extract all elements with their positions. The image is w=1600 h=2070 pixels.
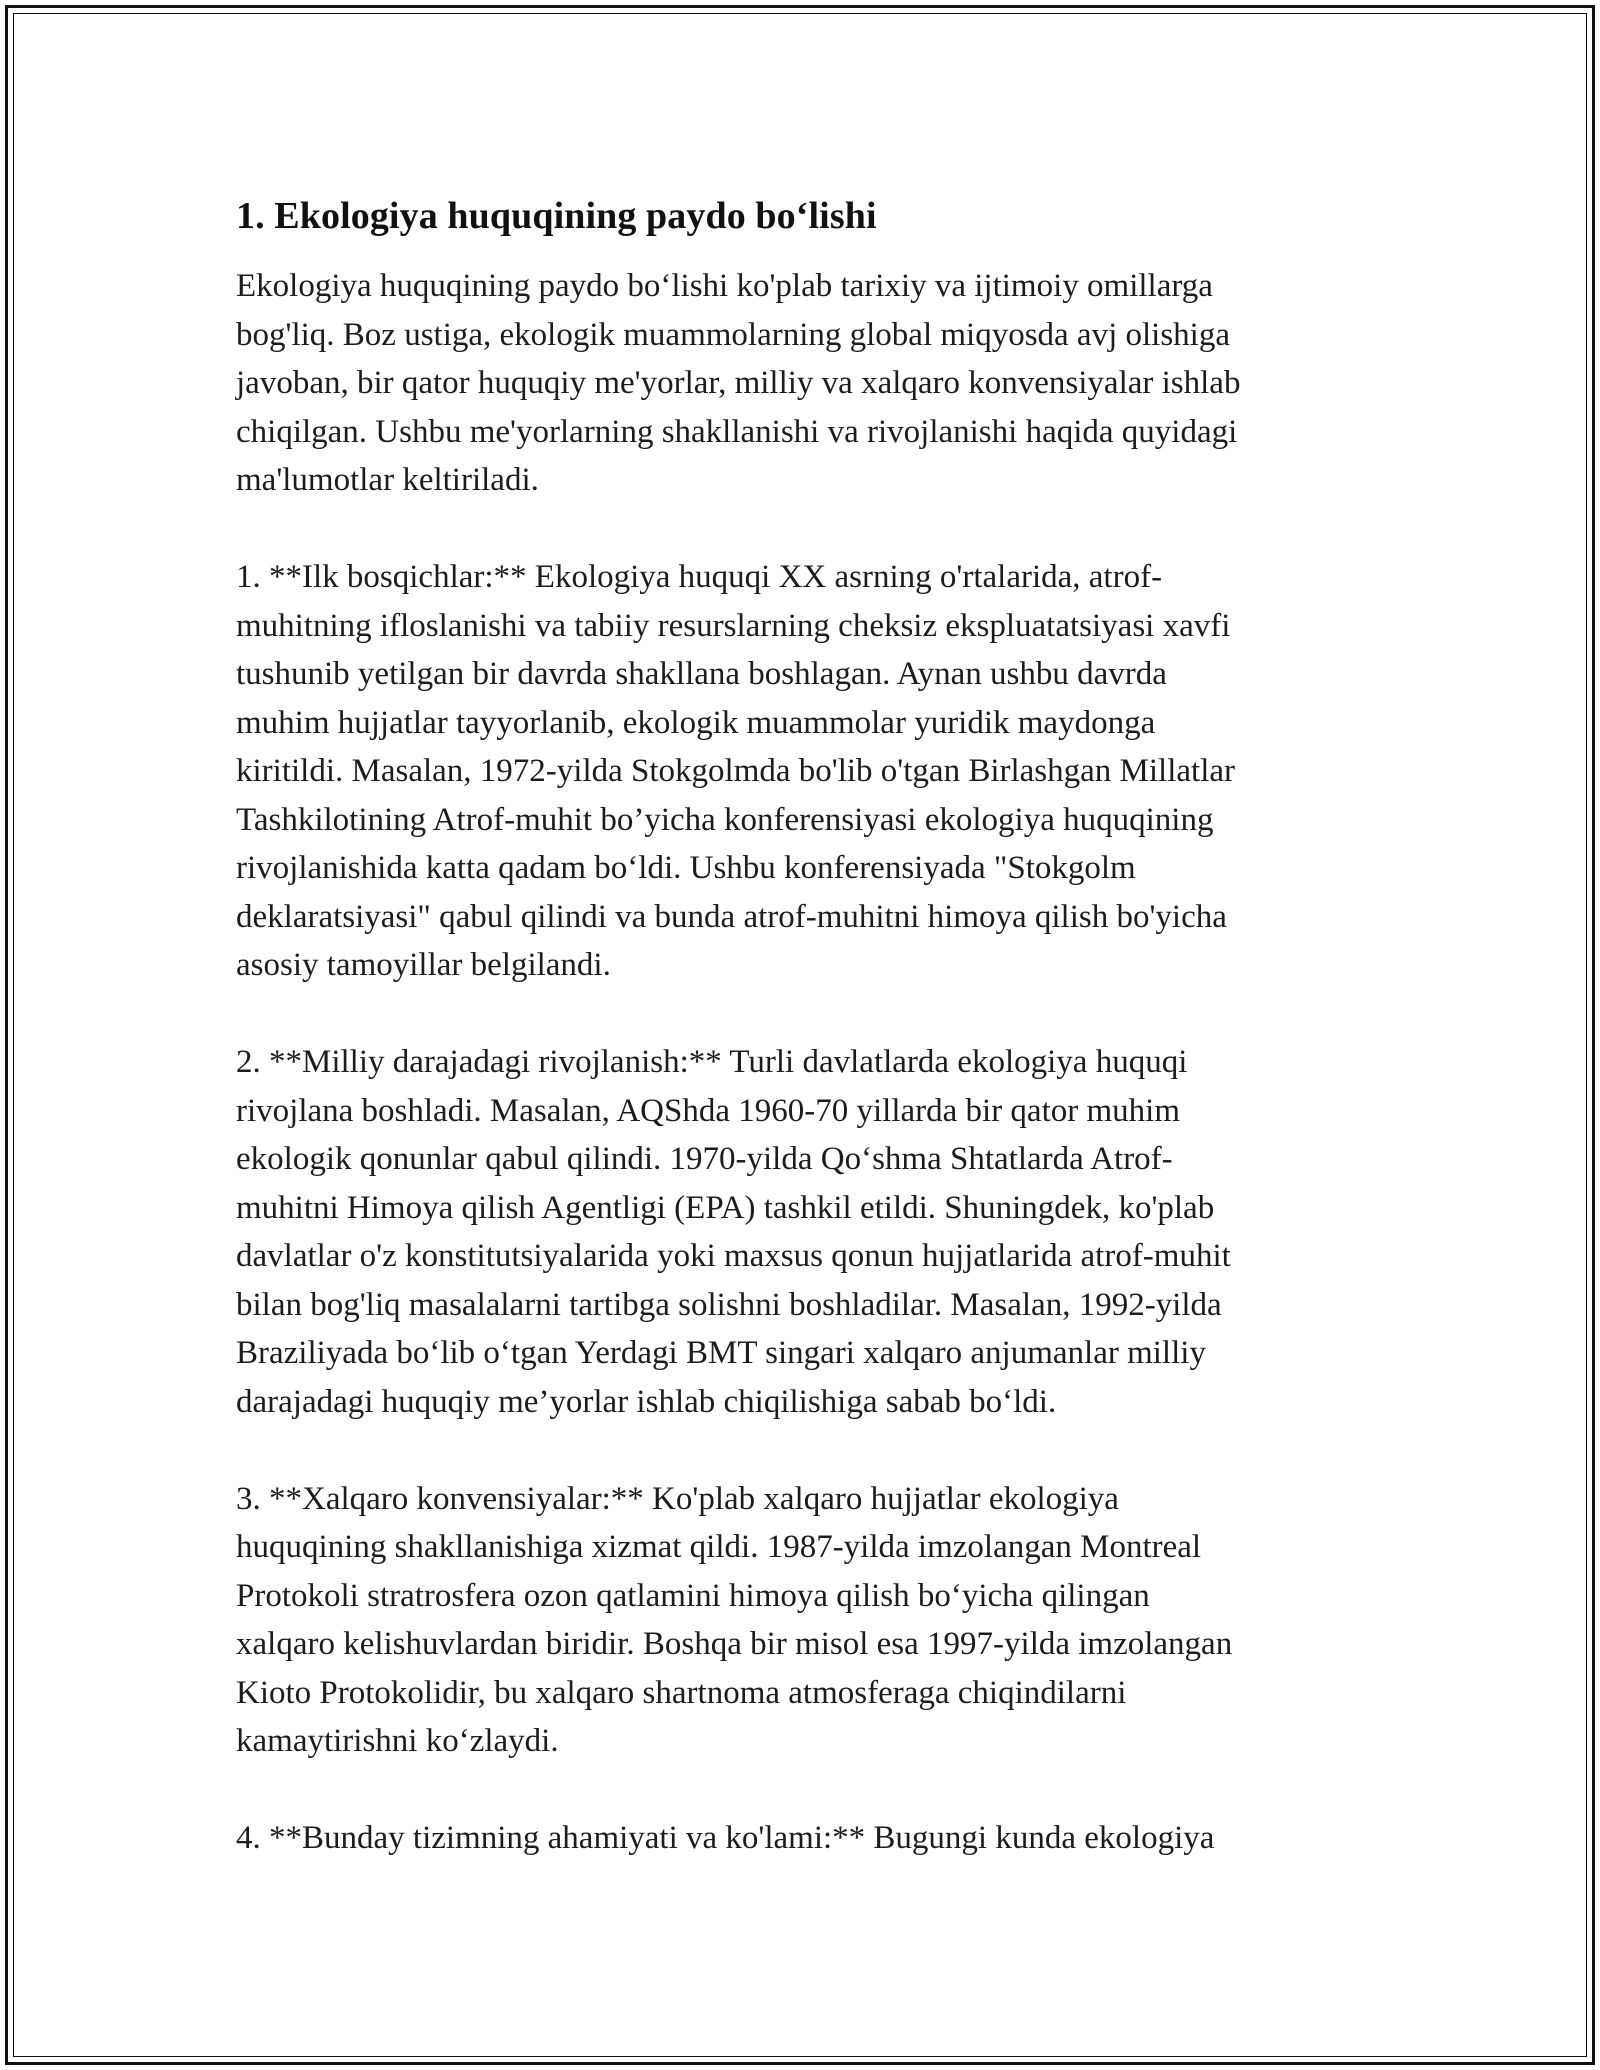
section-heading: 1. Ekologiya huquqining paydo bo‘lishi xyxy=(236,195,877,237)
document-body xyxy=(236,188,1366,1863)
paragraph-national-development: 2. **Milliy darajadagi rivojlanish:** Turli davlatlarda ekologiya huquqi rivojlana boshladi. Masalan, AQShda 1960-70 yillarda bir qator muhim ekologik qonunlar qabul qilindi. 1970-yilda Qo‘shma Shtatlarda Atrof- muhitni Himoya qilish Agentligi (EPA) tashkil etildi. Shuningdek, ko'plab davlatlar o'z konstitutsiyalarida yoki maxsus qonun hujjatlarida atrof-muhit bilan bog'liq masalalarni tartibga solishni boshladilar. Masalan, 1992-yilda Braziliyada bo‘lib o‘tgan Yerdagi BMT singari xalqaro anjumanlar milliy darajadagi huquqiy me’yorlar ishlab chiqilishiga sabab bo‘ldi. xyxy=(236,1044,1231,1420)
paragraph-intro: Ekologiya huquqining paydo bo‘lishi ko'plab tarixiy va ijtimoiy omillarga bog'liq. Boz ustiga, ekologik muammolarning global miqyosda avj olishiga javoban, bir qator huquqiy me'yorlar, milliy va xalqaro konvensiyalar ishlab chiqilgan. Ushbu me'yorlarning shakllanishi va rivojlanishi haqida quyidagi ma'lumotlar keltiriladi. xyxy=(236,268,1241,498)
paragraph-international-conventions: 3. **Xalqaro konvensiyalar:** Ko'plab xalqaro hujjatlar ekologiya huquqining shakllanishiga xizmat qildi. 1987-yilda imzolangan Montreal Protokoli stratrosfera ozon qatlamini himoya qilish bo‘yicha qilingan xalqaro kelishuvlardan biridir. Boshqa bir misol esa 1997-yilda imzolangan Kioto Protokolidir, bu xalqaro shartnoma atmosferaga chiqindilarni kamaytirishni ko‘zlaydi. xyxy=(236,1480,1233,1759)
paragraph-importance: 4. **Bunday tizimning ahamiyati va ko'lami:** Bugungi kunda ekologiya xyxy=(236,1820,1215,1856)
paragraph-early-stages: 1. **Ilk bosqichlar:** Ekologiya huquqi XX asrning o'rtalarida, atrof- muhitning ifloslanishi va tabiiy resurslarning cheksiz ekspluatatsiyasi xavfi tushunib yetilgan bir davrda shakllana boshlagan. Aynan ushbu davrda muhim hujjatlar tayyorlanib, ekologik muammolar yuridik maydonga kiritildi. Masalan, 1972-yilda Stokgolmda bo'lib o'tgan Birlashgan Millatlar Tashkilotining Atrof-muhit bo’yicha konferensiyasi ekologiya huquqining rivojlanishida katta qadam bo‘ldi. Ushbu konferensiyada "Stokgolm deklaratsiyasi" qabul qilindi va bunda atrof-muhitni himoya qilish bo'yicha asosiy tamoyillar belgilandi. xyxy=(236,559,1236,983)
